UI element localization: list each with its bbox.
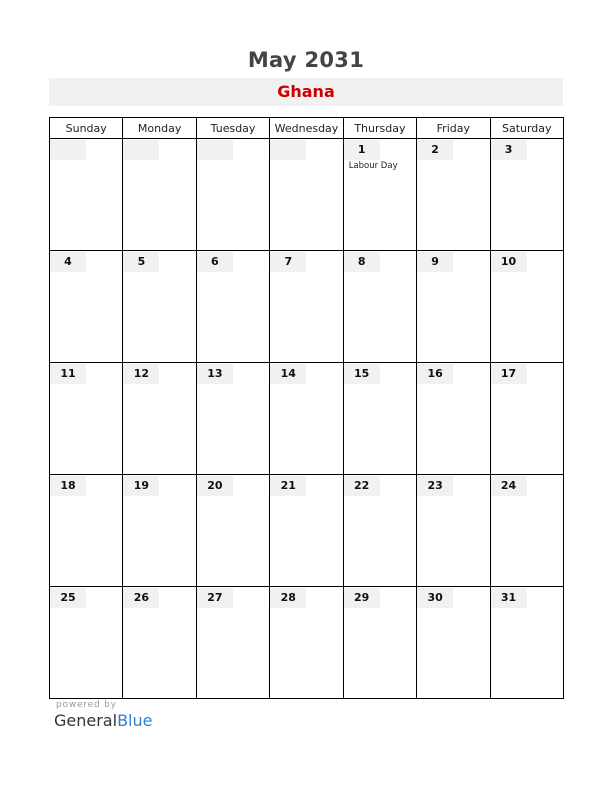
week-row (50, 475, 564, 587)
day-number: 18 (50, 476, 86, 496)
weekday-header-tuesday: Tuesday (196, 118, 269, 139)
day-number: 12 (123, 364, 159, 384)
day-number: 11 (50, 364, 86, 384)
day-cell (417, 587, 490, 699)
day-cell (343, 587, 416, 699)
day-number: 4 (50, 252, 86, 272)
day-cell (490, 475, 563, 587)
weekday-header-thursday: Thursday (343, 118, 416, 139)
calendar-grid (49, 117, 564, 699)
day-number: 26 (123, 588, 159, 608)
week-row (50, 587, 564, 699)
country-banner (49, 78, 563, 106)
day-cell (417, 251, 490, 363)
day-number: 24 (491, 476, 527, 496)
day-number: 25 (50, 588, 86, 608)
weekday-header-friday: Friday (417, 118, 490, 139)
weekday-header-sunday: Sunday (50, 118, 123, 139)
day-cell (490, 251, 563, 363)
day-cell (417, 363, 490, 475)
calendar-title: May 2031 (247, 48, 365, 72)
day-number: 6 (197, 252, 233, 272)
day-number: 13 (197, 364, 233, 384)
generalblue-logo[interactable] (54, 711, 152, 730)
day-number: 2 (417, 140, 453, 160)
day-cell (343, 475, 416, 587)
day-number: 14 (270, 364, 306, 384)
day-number: 5 (123, 252, 159, 272)
weekday-header-row (50, 118, 564, 139)
day-cell (123, 363, 196, 475)
weekday-header-saturday: Saturday (490, 118, 563, 139)
day-cell (490, 363, 563, 475)
day-cell (123, 251, 196, 363)
day-cell (343, 251, 416, 363)
day-number (50, 140, 86, 160)
day-cell (270, 587, 343, 699)
powered-by-text: powered by (56, 700, 117, 710)
day-number (270, 140, 306, 160)
brand-general-text: General (54, 711, 118, 730)
day-number: 8 (344, 252, 380, 272)
day-number: 10 (491, 252, 527, 272)
day-cell (50, 475, 123, 587)
day-number: 16 (417, 364, 453, 384)
day-number: 20 (197, 476, 233, 496)
day-number: 3 (491, 140, 527, 160)
day-number: 22 (344, 476, 380, 496)
holiday-label: Labour Day (348, 161, 398, 171)
day-cell (270, 475, 343, 587)
day-number: 15 (344, 364, 380, 384)
day-cell (196, 475, 269, 587)
day-number (123, 140, 159, 160)
day-cell (196, 139, 269, 251)
day-number: 9 (417, 252, 453, 272)
day-cell (196, 587, 269, 699)
day-cell (417, 475, 490, 587)
day-cell (343, 363, 416, 475)
day-cell (50, 587, 123, 699)
day-cell (50, 363, 123, 475)
day-number: 17 (491, 364, 527, 384)
day-cell (123, 139, 196, 251)
day-cell (343, 139, 416, 251)
day-number: 28 (270, 588, 306, 608)
day-number (197, 140, 233, 160)
country-name: Ghana (277, 82, 335, 101)
day-cell (50, 139, 123, 251)
brand-blue-text: Blue (117, 711, 153, 730)
week-row (50, 251, 564, 363)
day-cell (270, 139, 343, 251)
day-cell (196, 251, 269, 363)
weekday-header-monday: Monday (123, 118, 196, 139)
day-number: 27 (197, 588, 233, 608)
day-cell (270, 251, 343, 363)
day-cell (123, 475, 196, 587)
day-cell (417, 139, 490, 251)
day-cell (123, 587, 196, 699)
day-cell (490, 139, 563, 251)
week-row (50, 363, 564, 475)
day-number: 21 (270, 476, 306, 496)
day-number: 29 (344, 588, 380, 608)
day-cell (270, 363, 343, 475)
weekday-header-wednesday: Wednesday (270, 118, 343, 139)
day-cell (196, 363, 269, 475)
day-number: 31 (491, 588, 527, 608)
day-number: 1 (344, 140, 380, 160)
day-cell (490, 587, 563, 699)
week-row (50, 139, 564, 251)
day-number: 7 (270, 252, 306, 272)
day-number: 23 (417, 476, 453, 496)
footer (54, 700, 152, 730)
day-number: 30 (417, 588, 453, 608)
day-number: 19 (123, 476, 159, 496)
day-cell (50, 251, 123, 363)
